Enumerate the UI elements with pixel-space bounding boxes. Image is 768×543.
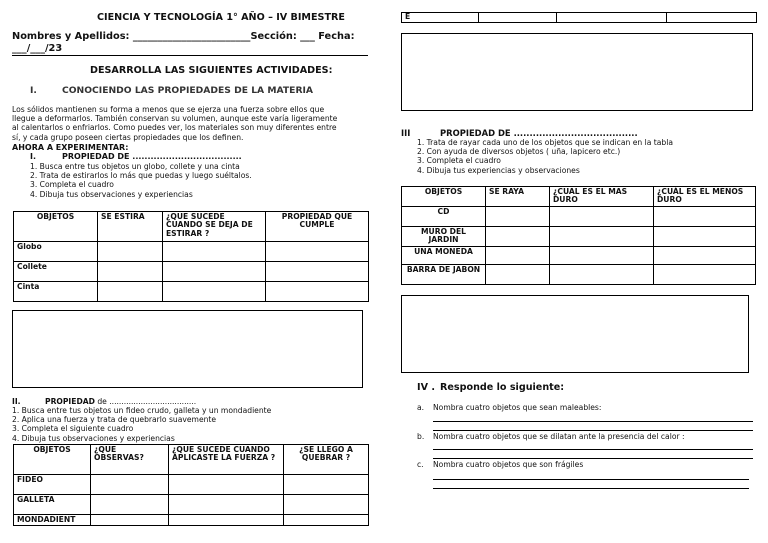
- list-item: 4. Dibuja tus experiencias y observaciones: [417, 165, 580, 175]
- list-item: 1. Trata de rayar cada uno de los objetos que se indican en la tabla: [417, 138, 673, 147]
- list-item: 2. Con ayuda de diversos objetos ( uña, lapicero etc.): [417, 147, 621, 157]
- list-item: 3. Completa el siguiente cuadro: [12, 424, 134, 434]
- section1-title: CONOCIENDO LAS PROPIEDADES DE LA MATERIA: [62, 85, 314, 96]
- table-row: FIDEO: [14, 475, 369, 495]
- drawing-box-2[interactable]: [401, 33, 753, 111]
- page-title: CIENCIA Y TECNOLOGÍA 1° AÑO – IV BIMESTRE: [97, 12, 345, 23]
- section1-steps: [30, 162, 252, 199]
- list-item: 1. Busca entre tus objetos un fideo crudo, galleta y un mondadiente: [12, 406, 272, 415]
- question-c-text: Nombra cuatro objetos que son frágiles: [433, 460, 584, 469]
- drawing-box-1[interactable]: [12, 310, 363, 388]
- stretch-table: [13, 211, 369, 302]
- table-header: ¿QUE OBSERVAS?: [91, 445, 169, 475]
- table-header: OBJETOS: [14, 445, 91, 475]
- answer-line[interactable]: [433, 449, 753, 450]
- answer-line[interactable]: [433, 488, 749, 489]
- question-b-letter: b.: [417, 432, 425, 441]
- table-header: PROPIEDAD QUE CUMPLE: [266, 212, 369, 242]
- section3-steps: [417, 138, 673, 175]
- section1-sub-title: PROPIEDAD DE ....................................: [62, 152, 242, 161]
- hardness-table: [401, 186, 756, 285]
- table-row: CD: [402, 207, 756, 227]
- question-a-text: Nombra cuatro objetos que sean maleables:: [433, 403, 602, 412]
- table-row: Collete: [14, 262, 369, 282]
- question-c-letter: c.: [417, 460, 424, 469]
- table-header: OBJETOS: [402, 187, 486, 207]
- table-header: ¿SE LLEGO A QUEBRAR ?: [284, 445, 369, 475]
- table-header: SE RAYA: [486, 187, 550, 207]
- section4-numeral: IV .: [417, 382, 435, 393]
- experiment-heading: AHORA A EXPERIMENTAR:: [12, 143, 129, 152]
- table-header: ¿CUAL ES EL MAS DURO: [550, 187, 654, 207]
- table-header: ¿QUE SUCEDE CUANDO SE DEJA DE ESTIRAR ?: [163, 212, 266, 242]
- section3-title: PROPIEDAD DE .......................................: [440, 128, 638, 138]
- table-row: Globo: [14, 242, 369, 262]
- date-line: ___/___/23: [12, 43, 63, 54]
- list-item: 4. Dibuja tus observaciones y experiencias: [12, 433, 175, 443]
- name-section-date-line: Nombres y Apellidos: ________________________Sección: ___ Fecha:: [12, 31, 355, 42]
- answer-line[interactable]: [433, 421, 753, 422]
- section2-heading: II.: [12, 397, 21, 406]
- instruction-heading: DESARROLLA LAS SIGUIENTES ACTIVIDADES:: [90, 65, 333, 76]
- list-item: 3. Completa el cuadro: [417, 156, 501, 166]
- table-row: UNA MONEDA: [402, 247, 756, 265]
- list-item: 2. Trata de estirarlos lo más que puedas y luego suéltalos.: [30, 171, 252, 181]
- table-row: BARRA DE JABON: [402, 265, 756, 285]
- list-item: 2. Aplica una fuerza y trata de quebrarlo suavemente: [12, 415, 217, 425]
- list-item: 4. Dibuja tus observaciones y experiencias: [30, 189, 193, 199]
- table-header: SE ESTIRA: [98, 212, 163, 242]
- question-a-letter: a.: [417, 403, 425, 412]
- table-row: Cinta: [14, 282, 369, 302]
- header-divider: [12, 55, 368, 56]
- list-item: 1. Busca entre tus objetos un globo, collete y una cinta: [30, 162, 240, 171]
- answer-line[interactable]: [433, 458, 753, 459]
- section4-title: Responde lo siguiente:: [440, 382, 565, 393]
- answer-line[interactable]: [433, 430, 753, 431]
- section2-steps: [12, 406, 271, 443]
- question-b-text: Nombra cuatro objetos que se dilatan ante la presencia del calor :: [433, 432, 685, 441]
- top-fragment-table: E: [401, 12, 757, 23]
- table-header: OBJETOS: [14, 212, 98, 242]
- section1-paragraph: Los sólidos mantienen su forma a menos que se ejerza una fuerza sobre ellos que llegue a deformarlos. También conservan su volumen, aunque este varía ligeramente al calentarlos o enfriarlos. Como puedes ver, los materiales son muy diferentes entre sí, y cada grupo poseen ciertas propiedades que los definen.: [12, 105, 338, 142]
- table-row: MONDADIENT: [14, 515, 369, 526]
- answer-line[interactable]: [433, 479, 749, 480]
- table-row: MURO DEL JARDIN: [402, 227, 756, 247]
- table-header: ¿QUE SUCEDE CUANDO APLICASTE LA FUERZA ?: [169, 445, 284, 475]
- table-row: GALLETA: [14, 495, 369, 515]
- section2-title: PROPIEDAD de ....................................: [45, 397, 197, 406]
- section3-numeral: III: [401, 128, 411, 138]
- break-table: [13, 444, 369, 526]
- section1-numeral: I.: [30, 85, 37, 96]
- section1-sub-numeral: I.: [30, 152, 37, 161]
- list-item: 3. Completa el cuadro: [30, 180, 114, 190]
- table-header: ¿CUÁL ES EL MENOS DURO: [654, 187, 756, 207]
- drawing-box-3[interactable]: [401, 295, 749, 373]
